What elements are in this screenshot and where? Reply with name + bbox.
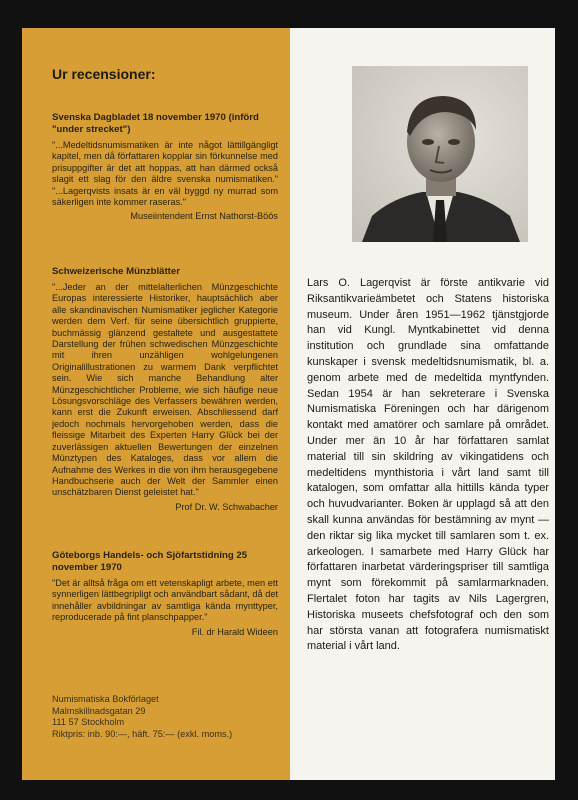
author-biography: Lars O. Lagerqvist är förste antikvarie vid Riksantikvarieämbetet och Statens historiska museum. Under åren 1951—1962 tjänstgjorde han vid Kungl. Myntkabinettet vid denna institution och grundlade sina omfattande kunskaper i svensk medeltidsnumismatik, bl. a. genom arbete med de medeltida myntfynden. Sedan 1954 är han sekreterare i Svenska Numismatiska Föreningen och har därigenom kontakt med amatörer och samlare på området. Under mer än 10 år har författaren samlat material till sin skildring av vikingatidens och medeltidens mynthistoria i vårt land samt till katalogen, som omfattar alla hittills kända typer och huvudvarianter. Boken är upplagd så att den skall kunna användas för bestämning av mynt — den riktar sig lika mycket till samlaren som t. ex. arkeologen. I samarbete med Harry Glück har författaren inarbetat värderingspriser till samtliga mynt som förekommit på samlarmarknaden. Flertalet foton har tagits av Nils Lagergren, Historiska museets chefsfotograf och den som har största vanan att fotografera numismatiskt material i vårt land. — [307, 277, 549, 653]
price-info: Riktpris: inb. 90:—, häft. 75:— (exkl. moms.) — [52, 728, 233, 739]
review-signature: Fil. dr Harald Wideen — [191, 626, 278, 637]
review-svd — [52, 112, 278, 223]
review-text: "...Jeder an der mittelalterlichen Münzgeschichte Europas interessierte Historiker, hauptsächlich aber alle skandinavischen Numismatiker jeglicher Kategorie werden dem Verf. für seine übersichtlich gruppierte, buchmässig glänzend gestaltete und ausgestattete Darstellung der frühen schwedischen Münzgeschichte mit ihren unzähligen wohlgelungenen Originalillustrationen zu warmem Dank verpflichtet sein. Wie sich manche Behandlung alter Münzgeschichtlicher Probleme, wie sich häufige neue Lösungsvorschläge des Verfassers bewähren werden, kann erst die Zukunft erweisen. Abschliessend darf jedoch nochmals hervorgehoben werden, dass die fleissige Mitarbeit des Experten Harry Glück bei der zuverlässigen aktuellen Bewertungen der einzelnen Münztypen des Kataloges, dass vor allem die Aufnahme des Werkes in die von ihm herausgegebene Handbuchserie auch der Welt der Sammler einen unschätzbaren Dienst geleistet hat." — [52, 282, 278, 498]
publisher-name: Numismatiska Bokförlaget — [52, 694, 159, 704]
review-source: Göteborgs Handels- och Sjöfartstidning 25 november 1970 — [52, 550, 248, 573]
review-source: Svenska Dagbladet 18 november 1970 (införd "under strecket") — [52, 112, 259, 135]
review-text: "Det är alltså fråga om ett vetenskapligt arbete, men ett synnerligen lättbegripligt och användbart sådant, då det innehåller avbildningar av samtliga kända mynttyper, reproducerade på fint planschpapper." — [52, 578, 278, 623]
publisher-street: Malmskillnadsgatan 29 — [52, 705, 146, 716]
review-gbg — [52, 550, 278, 638]
book-back-cover — [22, 28, 555, 780]
publisher-city: 111 57 Stockholm — [52, 717, 125, 728]
author-photo-image — [352, 66, 528, 242]
author-portrait — [352, 66, 528, 242]
reviews-heading: Ur recensioner: — [52, 66, 156, 82]
review-signature: Prof Dr. W. Schwabacher — [175, 501, 278, 512]
author-panel — [290, 28, 555, 780]
publisher-info — [52, 694, 232, 740]
review-schweizerische — [52, 266, 278, 513]
review-text: "...Medeltidsnumismatiken är inte något lättillgängligt kapitel, men då författaren kopplar sin förkunnelse med prisuppgifter är det att hoppas, att han därmed också slagit ett slag för den äldre svenska numismatiken." "...Lagerqvists insats är en väl byggd ny murrad som säkerligen inte kommer raseras." — [52, 140, 278, 208]
review-source: Schweizerische Münzblätter — [52, 266, 180, 277]
review-signature: Museiintendent Ernst Nathorst-Böös — [130, 211, 278, 222]
reviews-panel — [22, 28, 290, 780]
